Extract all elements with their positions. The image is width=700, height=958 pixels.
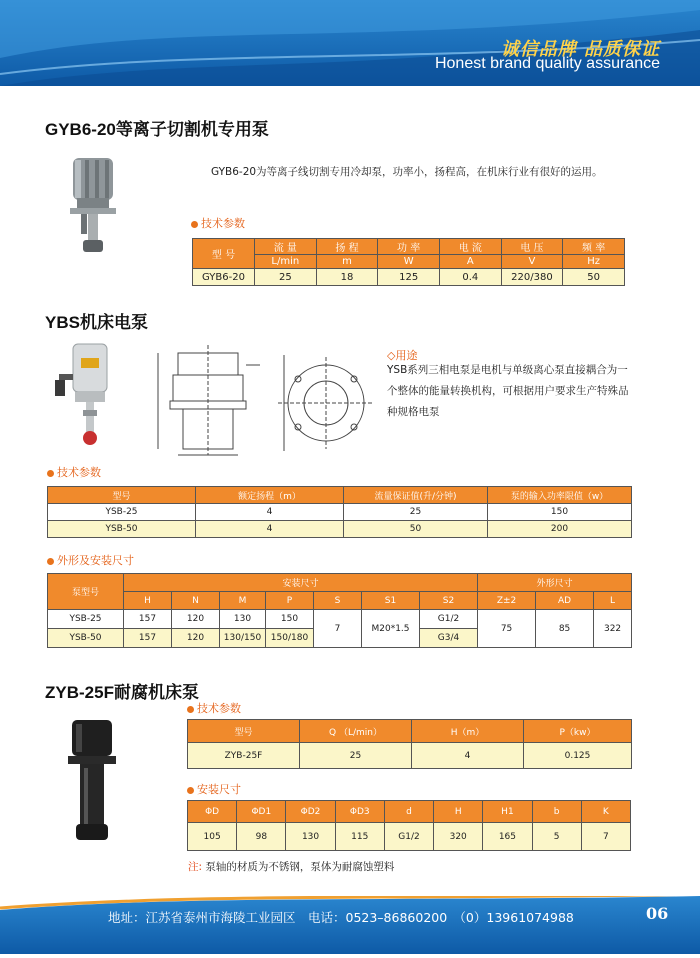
ybs-dims-table: [47, 573, 632, 648]
table-header-cell: b: [532, 801, 581, 823]
table-cell: YSB-25: [48, 610, 124, 629]
table-row: [48, 504, 632, 521]
table-cell: 150: [488, 504, 632, 521]
table-cell: 85: [536, 610, 594, 648]
slogan-english: Honest brand quality assurance: [434, 55, 660, 72]
bullet-dot-icon: [187, 787, 194, 794]
table-cell: 130: [220, 610, 266, 629]
table-header-cell: 额定扬程（m）: [196, 487, 344, 504]
table-cell: 0.125: [524, 743, 632, 769]
table-header-cell: S: [314, 592, 362, 610]
table-header-cell: 频 率: [563, 239, 625, 255]
ybs-pump-photo: [55, 340, 125, 450]
note-lead: 注:: [188, 861, 203, 873]
table-header-cell: ΦD: [188, 801, 237, 823]
table-cell: G1/2: [384, 823, 433, 851]
table-cell: 157: [124, 629, 172, 648]
table-header-cell: ΦD3: [335, 801, 384, 823]
gyb6-20-description: GYB6-20为等离子线切割专用冷却泵，功率小，扬程高，在机床行业有很好的运用。: [211, 166, 603, 178]
table-cell: 4: [196, 521, 344, 538]
table-cell: 150/180: [266, 629, 314, 648]
table-header-cell: S1: [362, 592, 420, 610]
bullet-dot-icon: [47, 470, 54, 477]
params-heading-label: 技术参数: [197, 702, 241, 715]
table-row: [193, 269, 625, 286]
table-cell: 157: [124, 610, 172, 629]
table-header-cell: 型号: [48, 487, 196, 504]
table-cell: 105: [188, 823, 237, 851]
section-title-zyb-25f: ZYB-25F耐腐机床泵: [45, 683, 199, 702]
zyb-note: [188, 859, 394, 874]
table-header-row: [188, 720, 632, 743]
table-cell: 200: [488, 521, 632, 538]
table-cell: G1/2: [420, 610, 478, 629]
table-row: [188, 743, 632, 769]
params-heading-label: 技术参数: [57, 466, 101, 479]
zyb-install-heading: [187, 781, 241, 797]
table-unit-cell: L/min: [255, 255, 317, 269]
table-header-row: [48, 487, 632, 504]
table-cell: YSB-50: [48, 521, 196, 538]
table-unit-cell: V: [501, 255, 563, 269]
table-cell: 7: [314, 610, 362, 648]
table-cell: 98: [237, 823, 286, 851]
table-header-cell: N: [172, 592, 220, 610]
table-header-row: [188, 801, 631, 823]
gyb6-20-pump-photo: [55, 150, 130, 260]
table-cell: 7: [581, 823, 630, 851]
table-header-cell: H1: [483, 801, 532, 823]
table-header-cell: 安装尺寸: [124, 574, 478, 592]
footer-address: 地址：江苏省泰州市海陵工业园区 电话：0523–86860200 （0）13961074988: [108, 910, 574, 925]
table-header-cell: d: [384, 801, 433, 823]
zyb-params-table: [187, 719, 632, 769]
bullet-dot-icon: [191, 221, 198, 228]
table-header-row: [48, 574, 632, 592]
section-title-gyb6-20: GYB6-20等离子切割机专用泵: [45, 120, 269, 139]
table-cell: ZYB-25F: [188, 743, 300, 769]
table-unit-row: [193, 255, 625, 269]
table-header-cell: ΦD1: [237, 801, 286, 823]
table-header-cell: L: [594, 592, 632, 610]
table-header-cell: 电 压: [501, 239, 563, 255]
table-header-cell: H: [124, 592, 172, 610]
table-cell: 4: [412, 743, 524, 769]
page-number: 06: [646, 904, 669, 923]
table-cell: 115: [335, 823, 384, 851]
table-cell: 320: [434, 823, 483, 851]
table-cell: 120: [172, 610, 220, 629]
table-cell: 150: [266, 610, 314, 629]
table-header-cell: S2: [420, 592, 478, 610]
table-cell: YSB-25: [48, 504, 196, 521]
note-text: 泵轴的材质为不锈钢，泵体为耐腐蚀塑料: [205, 861, 395, 873]
table-header-cell: 电 流: [439, 239, 501, 255]
dims-heading-label: 外形及安装尺寸: [57, 554, 134, 567]
table-header-cell: AD: [536, 592, 594, 610]
table-cell: 50: [344, 521, 488, 538]
table-cell: YSB-50: [48, 629, 124, 648]
table-cell: 18: [316, 269, 378, 286]
table-header-cell: 流 量: [255, 239, 317, 255]
table-cell: 25: [344, 504, 488, 521]
table-unit-cell: W: [378, 255, 440, 269]
zyb-params-heading: [187, 700, 241, 716]
table-header-cell: 扬 程: [316, 239, 378, 255]
zyb-25f-pump-photo: [58, 716, 128, 846]
table-header-cell: ΦD2: [286, 801, 335, 823]
ybs-usage-heading: ◇用途: [387, 349, 418, 362]
table-cell: GYB6-20: [193, 269, 255, 286]
table-header-cell: 型 号: [193, 239, 255, 269]
slogan-chinese: 诚信品牌 品质保证: [500, 39, 660, 60]
table-cell: 322: [594, 610, 632, 648]
table-cell: 130/150: [220, 629, 266, 648]
table-subheader-row: [48, 592, 632, 610]
table-header-cell: H（m）: [412, 720, 524, 743]
table-cell: 25: [255, 269, 317, 286]
table-header-cell: 外形尺寸: [478, 574, 632, 592]
ybs-usage-text: YSB系列三相电泵是电机与单级离心泵直接耦合为一个整体的能量转换机构，可根据用户要求生产特殊品种规格电泵: [387, 364, 629, 418]
table-cell: 0.4: [439, 269, 501, 286]
install-heading-label: 安装尺寸: [197, 783, 241, 796]
bullet-dot-icon: [187, 706, 194, 713]
table-row: [48, 610, 632, 629]
table-cell: M20*1.5: [362, 610, 420, 648]
table-header-cell: 功 率: [378, 239, 440, 255]
table-cell: G3/4: [420, 629, 478, 648]
table-cell: 220/380: [501, 269, 563, 286]
section-title-ybs: YBS机床电泵: [45, 313, 148, 332]
params-heading-label: 技术参数: [201, 217, 245, 230]
table-header-cell: Q （L/min）: [300, 720, 412, 743]
table-unit-cell: m: [316, 255, 378, 269]
zyb-install-table: [187, 800, 631, 851]
table-header-row: [193, 239, 625, 255]
table-unit-cell: Hz: [563, 255, 625, 269]
ybs-dims-heading: [47, 552, 134, 568]
table-header-cell: 型号: [188, 720, 300, 743]
ybs-params-heading: [47, 464, 101, 480]
table-header-cell: Z±2: [478, 592, 536, 610]
gyb6-20-params-heading: [191, 215, 245, 231]
table-header-cell: 流量保证值(升/分钟): [344, 487, 488, 504]
table-header-cell: 泵型号: [48, 574, 124, 610]
table-header-cell: K: [581, 801, 630, 823]
table-header-cell: P（kw）: [524, 720, 632, 743]
ybs-params-table: [47, 486, 632, 538]
table-cell: 125: [378, 269, 440, 286]
table-row: [48, 521, 632, 538]
bullet-dot-icon: [47, 558, 54, 565]
table-cell: 50: [563, 269, 625, 286]
table-cell: 120: [172, 629, 220, 648]
table-cell: 25: [300, 743, 412, 769]
table-cell: 130: [286, 823, 335, 851]
table-header-cell: M: [220, 592, 266, 610]
table-cell: 75: [478, 610, 536, 648]
table-header-cell: H: [434, 801, 483, 823]
table-cell: 165: [483, 823, 532, 851]
table-cell: 5: [532, 823, 581, 851]
table-header-cell: P: [266, 592, 314, 610]
table-header-cell: 泵的输入功率限值（w）: [488, 487, 632, 504]
table-unit-cell: A: [439, 255, 501, 269]
table-row: [188, 823, 631, 851]
gyb6-20-params-table: [192, 238, 625, 286]
ybs-dimension-drawing: [148, 335, 378, 465]
table-cell: 4: [196, 504, 344, 521]
